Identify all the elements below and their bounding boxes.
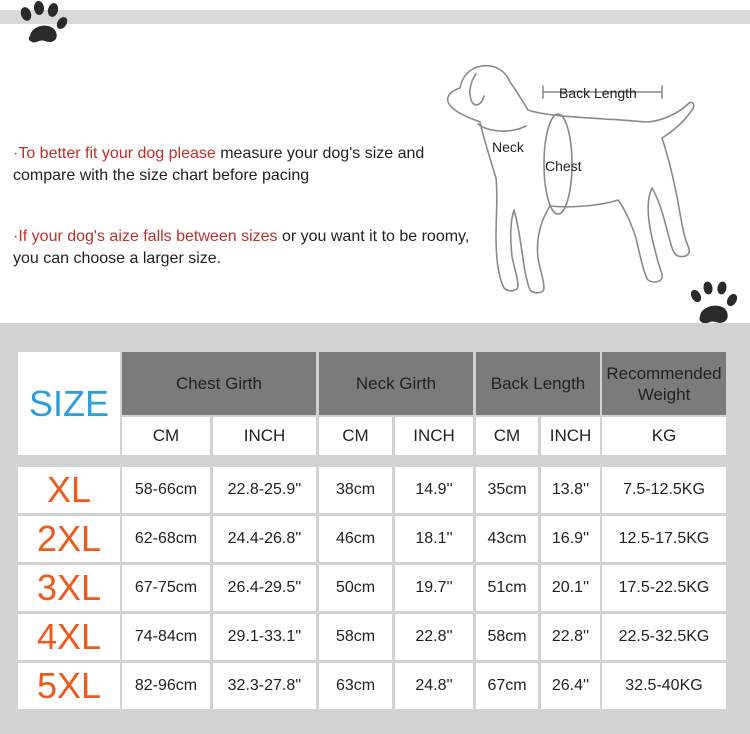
table-cell	[319, 614, 392, 660]
table-cell	[541, 614, 600, 660]
table-row-size	[18, 467, 120, 513]
unit-chest-inch	[213, 417, 316, 455]
cell-value: 17.5-22.5KG	[618, 579, 710, 596]
size-title-cell	[18, 352, 120, 455]
header-label: Recommended Weight	[606, 363, 722, 404]
cell-value: 74-84cm	[134, 628, 198, 645]
table-cell	[602, 467, 726, 513]
cell-value: 67cm	[487, 677, 527, 694]
cell-value: 51cm	[487, 579, 527, 596]
header-recommended-weight	[602, 352, 726, 415]
cell-value: 22.8''	[551, 628, 590, 645]
paw-icon	[14, 0, 70, 48]
cell-value: 67-75cm	[134, 579, 198, 596]
header-label: Chest Girth	[176, 374, 262, 393]
unit-back-cm	[476, 417, 538, 455]
table-cell	[541, 516, 600, 562]
header-neck-girth	[319, 352, 473, 415]
cell-value: 46cm	[335, 530, 376, 547]
cell-value: 22.5-32.5KG	[618, 628, 710, 645]
bullet: ·	[13, 145, 19, 162]
cell-value: 19.7''	[415, 579, 453, 596]
size-label: 5XL	[36, 665, 102, 706]
bullet: ·	[13, 228, 19, 245]
table-cell	[319, 516, 392, 562]
table-cell	[319, 467, 392, 513]
table-cell	[122, 516, 210, 562]
table-cell	[541, 565, 600, 611]
cell-value: 16.9''	[551, 530, 590, 547]
table-cell	[395, 663, 473, 709]
cell-value: 82-96cm	[134, 677, 198, 694]
unit-label: KG	[651, 426, 677, 445]
cell-value: 12.5-17.5KG	[618, 530, 710, 547]
cell-value: 43cm	[487, 530, 527, 547]
cell-value: 58cm	[487, 628, 527, 645]
cell-value: 18.1''	[415, 530, 453, 547]
unit-back-inch	[541, 417, 600, 455]
unit-neck-cm	[319, 417, 392, 455]
table-cell	[122, 467, 210, 513]
table-cell	[395, 614, 473, 660]
unit-neck-inch	[395, 417, 473, 455]
unit-weight-kg	[602, 417, 726, 455]
header-chest-girth	[122, 352, 316, 415]
unit-label: CM	[342, 426, 369, 445]
cell-value: 26.4-29.5''	[227, 579, 302, 596]
fit-note-highlight: To better fit your dog please	[18, 145, 216, 162]
cell-value: 32.3-27.8''	[227, 677, 302, 694]
table-cell	[476, 467, 538, 513]
cell-value: 20.1''	[551, 579, 590, 596]
table-cell	[476, 663, 538, 709]
size-note-text: or you want it to be roomy, you can choose a larger size.	[13, 228, 470, 267]
cell-value: 22.8''	[415, 628, 453, 645]
cell-value: 22.8-25.9''	[227, 481, 302, 498]
table-cell	[476, 565, 538, 611]
size-note-highlight: If your dog's aize falls between sizes	[18, 228, 278, 245]
chest-label: Chest	[545, 158, 582, 174]
table-cell	[319, 663, 392, 709]
cell-value: 62-68cm	[134, 530, 198, 547]
header-label: Neck Girth	[355, 374, 437, 393]
table-cell	[122, 565, 210, 611]
back-length-label: Back Length	[559, 85, 637, 101]
header-back-length	[476, 352, 600, 415]
table-cell	[213, 663, 316, 709]
unit-label: INCH	[413, 426, 455, 445]
cell-value: 26.4''	[551, 677, 590, 694]
table-row-size	[18, 516, 120, 562]
table-cell	[476, 614, 538, 660]
cell-value: 58cm	[335, 628, 376, 645]
header-label: Back Length	[490, 374, 586, 393]
table-cell	[395, 467, 473, 513]
cell-value: 38cm	[335, 481, 376, 498]
unit-label: CM	[152, 426, 180, 445]
cell-value: 32.5-40KG	[625, 677, 703, 694]
cell-value: 63cm	[335, 677, 376, 694]
fit-note	[13, 143, 473, 187]
table-cell	[213, 516, 316, 562]
table-row-size	[18, 614, 120, 660]
fit-note-text: measure your dog's size and compare with the size chart before pacing	[13, 145, 425, 184]
size-label: 2XL	[36, 518, 102, 559]
cell-value: 13.8''	[551, 481, 590, 498]
paw-icon	[686, 280, 740, 328]
size-label: XL	[46, 469, 92, 510]
size-note	[13, 226, 473, 270]
cell-value: 35cm	[487, 481, 527, 498]
cell-value: 29.1-33.1''	[227, 628, 302, 645]
neck-label: Neck	[492, 139, 524, 155]
table-cell	[602, 565, 726, 611]
unit-label: INCH	[243, 426, 286, 445]
table-cell	[122, 663, 210, 709]
table-cell	[476, 516, 538, 562]
size-label: 4XL	[36, 616, 102, 657]
table-cell	[395, 516, 473, 562]
unit-chest-cm	[122, 417, 210, 455]
cell-value: 58-66cm	[134, 481, 198, 498]
table-cell	[122, 614, 210, 660]
table-cell	[602, 614, 726, 660]
top-decor-bar	[0, 10, 750, 24]
table-row-size	[18, 565, 120, 611]
table-cell	[602, 663, 726, 709]
table-cell	[602, 516, 726, 562]
table-cell	[541, 467, 600, 513]
table-cell	[213, 614, 316, 660]
cell-value: 50cm	[335, 579, 376, 596]
table-cell	[213, 565, 316, 611]
table-cell	[541, 663, 600, 709]
size-label: 3XL	[36, 567, 102, 608]
cell-value: 24.8''	[415, 677, 453, 694]
table-cell	[395, 565, 473, 611]
table-row-size	[18, 663, 120, 709]
cell-value: 7.5-12.5KG	[623, 481, 705, 498]
unit-label: CM	[493, 426, 521, 445]
unit-label: INCH	[549, 426, 592, 445]
cell-value: 14.9''	[415, 481, 453, 498]
table-cell	[319, 565, 392, 611]
cell-value: 24.4-26.8''	[227, 530, 302, 547]
table-cell	[213, 467, 316, 513]
size-title: SIZE	[28, 382, 109, 424]
